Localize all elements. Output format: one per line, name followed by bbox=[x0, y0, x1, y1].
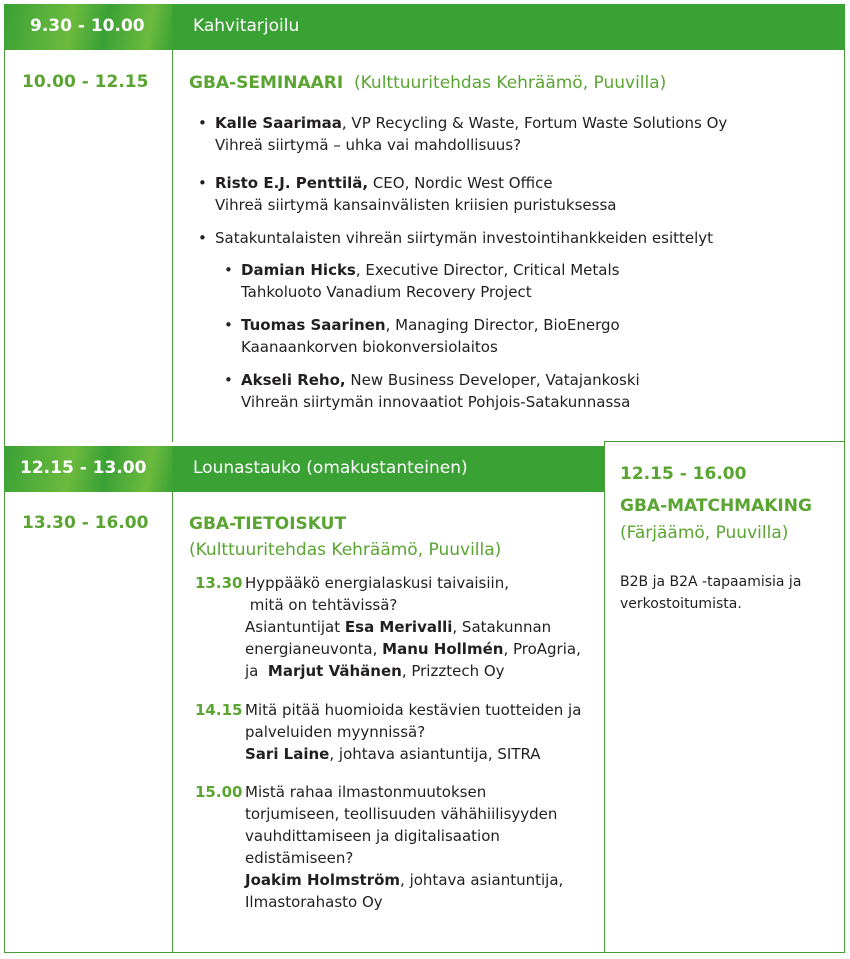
tietoiskut-title-text: GBA-TIETOISKUT bbox=[189, 514, 347, 534]
tietoisku-slot bbox=[195, 699, 582, 765]
speaker-role: , Managing Director, BioEnergo bbox=[385, 316, 620, 334]
talk-topic: Tahkoluoto Vanadium Recovery Project bbox=[241, 283, 532, 301]
slot-question: Mitä pitää huomioida kestävien tuotteiden ja bbox=[245, 701, 582, 719]
seminar-subitem bbox=[224, 314, 620, 358]
talk-topic: Vihreä siirtymä – uhka vai mahdollisuus? bbox=[215, 136, 522, 154]
slot-time: 14.15 bbox=[195, 701, 243, 719]
speaker-name: Akseli Reho, bbox=[241, 371, 346, 389]
slot-time: 13.30 bbox=[195, 574, 243, 592]
seminar-subitem bbox=[224, 259, 620, 303]
lunch-band bbox=[4, 446, 604, 492]
slot-text: energianeuvonta, bbox=[245, 640, 383, 658]
tietoiskut-time: 13.30 - 16.00 bbox=[22, 513, 149, 533]
seminar-time: 10.00 - 12.15 bbox=[22, 72, 149, 92]
investments-intro: Satakuntalaisten vihreän siirtymän investointihankkeiden esittelyt bbox=[215, 229, 714, 247]
seminar-title: GBA-SEMINAARI bbox=[189, 73, 344, 93]
talk-topic: Vihreän siirtymän innovaatiot Pohjois-Satakunnassa bbox=[241, 393, 631, 411]
matchmaking-time: 12.15 - 16.00 bbox=[620, 464, 747, 484]
speaker-name: Tuomas Saarinen bbox=[241, 316, 386, 334]
matchmaking-divider bbox=[604, 442, 605, 953]
seminar-item bbox=[198, 172, 617, 216]
bullet-icon: • bbox=[198, 229, 207, 247]
matchmaking-venue: (Färjäämö, Puuvilla) bbox=[620, 523, 789, 543]
tietoisku-slot bbox=[195, 572, 581, 682]
speaker-org: Ilmastorahasto Oy bbox=[245, 893, 383, 911]
slot-text: , ProAgria, bbox=[503, 640, 581, 658]
bullet-icon: • bbox=[224, 261, 233, 279]
matchmaking-text: B2B ja B2A -tapaamisia ja bbox=[620, 574, 802, 590]
speaker-role: , Executive Director, Critical Metals bbox=[355, 261, 620, 279]
speaker-role: , VP Recycling & Waste, Fortum Waste Solutions Oy bbox=[341, 114, 728, 132]
bullet-icon: • bbox=[224, 371, 233, 389]
matchmaking-description bbox=[620, 571, 801, 615]
time-column-divider-top bbox=[172, 50, 173, 442]
speaker-name: Kalle Saarimaa bbox=[215, 114, 342, 132]
outer-right-border bbox=[844, 50, 845, 953]
speaker-role: CEO, Nordic West Office bbox=[368, 174, 553, 192]
speaker-role: New Business Developer, Vatajankoski bbox=[345, 371, 640, 389]
seminar-item bbox=[198, 227, 714, 249]
speaker-name: Marjut Vähänen bbox=[267, 662, 402, 680]
speaker-role: , johtava asiantuntija, SITRA bbox=[329, 745, 541, 763]
slot-question: Hyppääkö energialaskusi taivaisiin, bbox=[245, 574, 509, 592]
time-column-divider-bottom bbox=[172, 492, 173, 953]
slot-text: ja bbox=[245, 662, 268, 680]
matchmaking-title bbox=[620, 494, 812, 518]
slot-question: torjumiseen, teollisuuden vähähiilisyyden bbox=[245, 805, 558, 823]
lunch-time: 12.15 - 13.00 bbox=[20, 458, 147, 478]
bullet-icon: • bbox=[198, 174, 207, 192]
matchmaking-title-text: GBA-MATCHMAKING bbox=[620, 496, 812, 516]
slot-question: palveluiden myynnissä? bbox=[245, 723, 426, 741]
bullet-icon: • bbox=[224, 316, 233, 334]
speaker-name: Damian Hicks bbox=[241, 261, 356, 279]
slot-question: vauhdittamiseen ja digitalisaation bbox=[245, 827, 500, 845]
seminar-bottom-line bbox=[604, 441, 845, 442]
lunch-label: Lounastauko (omakustanteinen) bbox=[193, 458, 468, 478]
coffee-band bbox=[4, 4, 845, 50]
slot-text: , Prizztech Oy bbox=[401, 662, 505, 680]
slot-question: mitä on tehtävissä? bbox=[249, 596, 398, 614]
coffee-time: 9.30 - 10.00 bbox=[30, 16, 145, 36]
coffee-label: Kahvitarjoilu bbox=[193, 16, 300, 36]
bullet-icon: • bbox=[198, 114, 207, 132]
speaker-name: Joakim Holmström bbox=[245, 871, 401, 889]
tietoiskut-title bbox=[189, 512, 346, 536]
tietoisku-slot bbox=[195, 781, 564, 913]
seminar-subitem bbox=[224, 369, 640, 413]
matchmaking-text: verkostoitumista. bbox=[620, 596, 742, 612]
speaker-name: Risto E.J. Penttilä, bbox=[215, 174, 369, 192]
seminar-heading bbox=[189, 71, 666, 95]
talk-topic: Vihreä siirtymä kansainvälisten kriisien puristuksessa bbox=[215, 196, 617, 214]
slot-text: Asiantuntijat bbox=[245, 618, 345, 636]
tietoiskut-venue: (Kulttuuritehdas Kehräämö, Puuvilla) bbox=[189, 540, 502, 560]
seminar-item bbox=[198, 112, 728, 156]
outer-left-border bbox=[4, 50, 5, 953]
seminar-venue: (Kulttuuritehdas Kehräämö, Puuvilla) bbox=[354, 73, 667, 93]
talk-topic: Kaanaankorven biokonversiolaitos bbox=[241, 338, 498, 356]
slot-time: 15.00 bbox=[195, 783, 243, 801]
outer-bottom-border bbox=[4, 952, 845, 953]
speaker-name: Esa Merivalli bbox=[344, 618, 453, 636]
slot-question: Mistä rahaa ilmastonmuutoksen bbox=[245, 783, 487, 801]
speaker-name: Manu Hollmén bbox=[382, 640, 504, 658]
speaker-name: Sari Laine bbox=[245, 745, 330, 763]
slot-text: , Satakunnan bbox=[452, 618, 552, 636]
speaker-role: , johtava asiantuntija, bbox=[400, 871, 564, 889]
slot-question: edistämiseen? bbox=[245, 849, 354, 867]
